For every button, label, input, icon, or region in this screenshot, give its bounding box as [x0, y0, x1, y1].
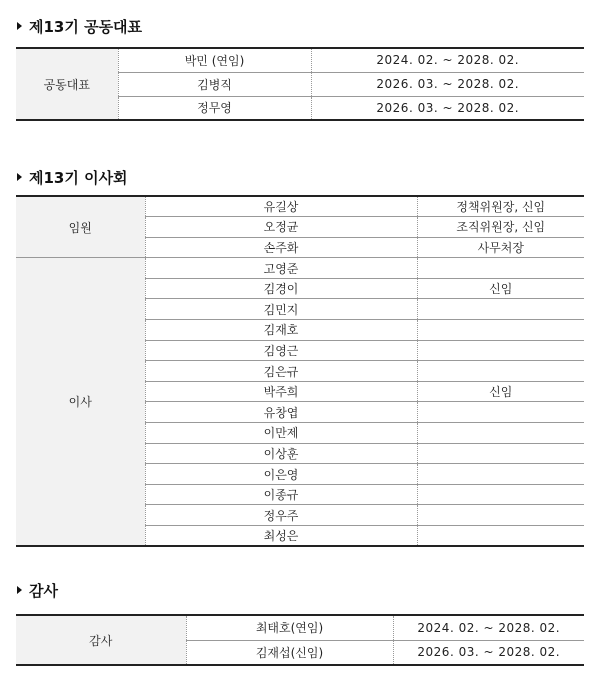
note-cell: [417, 402, 584, 423]
row-label: 임원: [16, 196, 145, 258]
note-cell: 정책위원장, 신임: [417, 196, 584, 217]
name-cell: 김경이: [145, 278, 417, 299]
table-row: [16, 615, 584, 640]
name-cell: 이만제: [145, 423, 417, 444]
row-label: 감사: [16, 615, 186, 665]
row-label: 이사: [16, 258, 145, 546]
name-cell: 김민지: [145, 299, 417, 320]
note-cell: 신임: [417, 381, 584, 402]
section-title: 감사: [29, 581, 58, 600]
name-cell: 김영근: [145, 340, 417, 361]
name-cell: 오정균: [145, 217, 417, 238]
term-cell: 2024. 02. ~ 2028. 02.: [311, 48, 584, 72]
auditors-table: [16, 614, 584, 666]
note-cell: [417, 505, 584, 526]
name-cell: 이종규: [145, 484, 417, 505]
note-cell: 조직위원장, 신임: [417, 217, 584, 238]
section-title: 제13기 이사회: [29, 168, 128, 187]
note-cell: [417, 464, 584, 485]
note-cell: [417, 299, 584, 320]
term-cell: 2026. 03. ~ 2028. 02.: [311, 72, 584, 96]
triangle-bullet-icon: [17, 22, 22, 30]
note-cell: [417, 526, 584, 547]
name-cell: 김재섭(신임): [186, 640, 393, 665]
name-cell: 고영준: [145, 258, 417, 279]
name-cell: 유길상: [145, 196, 417, 217]
note-cell: [417, 361, 584, 382]
board-table: [16, 195, 584, 547]
triangle-bullet-icon: [17, 173, 22, 181]
name-cell: 최성은: [145, 526, 417, 547]
note-cell: [417, 320, 584, 341]
name-cell: 김병직: [118, 72, 311, 96]
name-cell: 손주화: [145, 237, 417, 258]
name-cell: 정무영: [118, 96, 311, 120]
name-cell: 유창엽: [145, 402, 417, 423]
name-cell: 김재호: [145, 320, 417, 341]
representatives-table: [16, 47, 584, 121]
name-cell: 김은규: [145, 361, 417, 382]
section-heading-representatives: [17, 16, 142, 36]
note-cell: 사무처장: [417, 237, 584, 258]
name-cell: 최태호(연임): [186, 615, 393, 640]
section-title: 제13기 공동대표: [29, 17, 143, 36]
note-cell: [417, 423, 584, 444]
note-cell: [417, 258, 584, 279]
section-heading-board: [17, 167, 128, 187]
triangle-bullet-icon: [17, 586, 22, 594]
name-cell: 이상훈: [145, 443, 417, 464]
note-cell: [417, 484, 584, 505]
term-cell: 2026. 03. ~ 2028. 02.: [417, 645, 561, 660]
term-cell: 2026. 03. ~ 2028. 02.: [376, 100, 520, 115]
table-row: [16, 258, 584, 279]
name-cell: 박주희: [145, 381, 417, 402]
row-label: 공동대표: [16, 48, 118, 120]
term-cell: 2024. 02. ~ 2028. 02.: [393, 615, 584, 640]
table-row: [16, 48, 584, 72]
name-cell: 이은영: [145, 464, 417, 485]
table-row: [16, 196, 584, 217]
name-cell: 박민 (연임): [118, 48, 311, 72]
name-cell: 정우주: [145, 505, 417, 526]
note-cell: 신임: [417, 278, 584, 299]
note-cell: [417, 340, 584, 361]
section-heading-auditors: [17, 580, 58, 600]
note-cell: [417, 443, 584, 464]
